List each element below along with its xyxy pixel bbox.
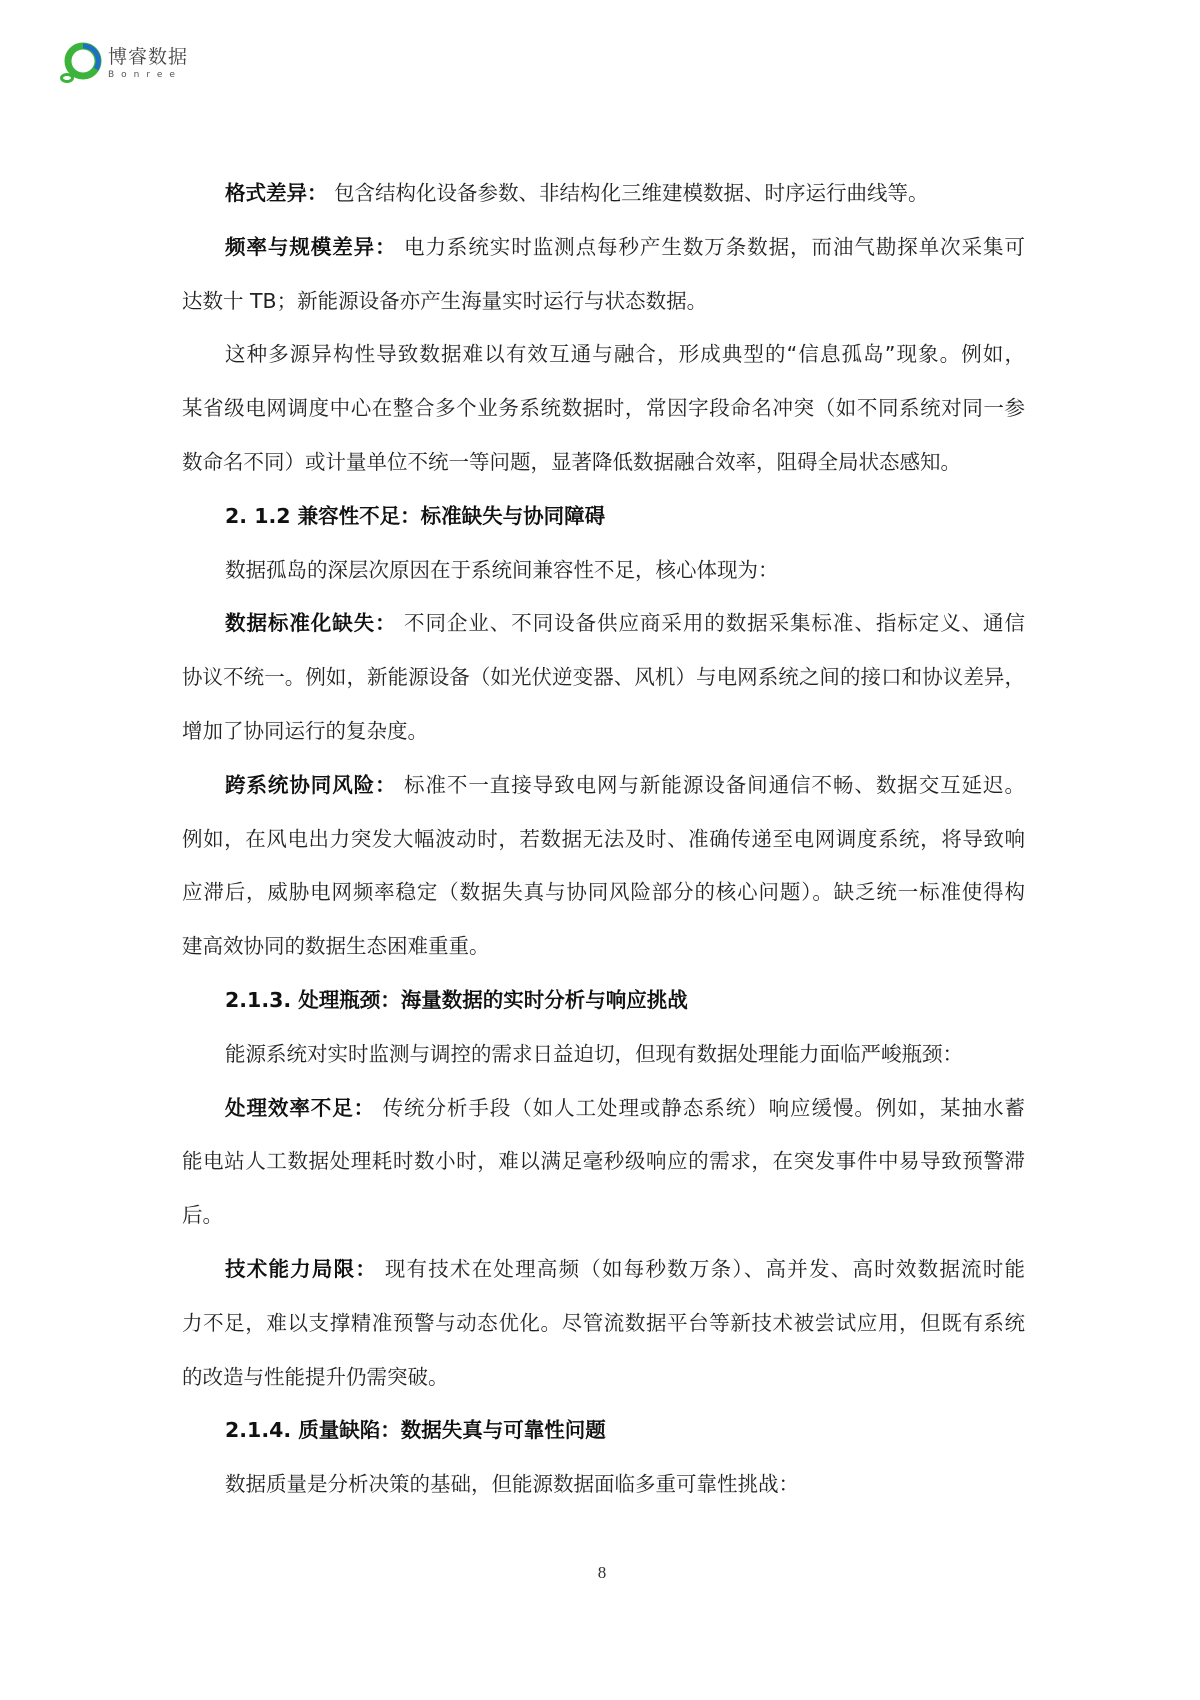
paragraph-text: 力不足，难以支撑精准预警与动态优化。尽管流数据平台等新技术被尝试应用，但既有系统 <box>182 1310 1025 1335</box>
paragraph-line <box>182 1297 1025 1351</box>
paragraph-line <box>182 1243 1025 1297</box>
section-heading <box>182 490 1025 544</box>
paragraph-text: 能电站人工数据处理耗时数小时，难以满足毫秒级响应的需求，在突发事件中易导致预警滞 <box>182 1149 1025 1174</box>
logo-english-name: Bonree <box>108 70 182 80</box>
paragraph-line <box>182 382 1025 436</box>
paragraph-text: 包含结构化设备参数、非结构化三维建模数据、时序运行曲线等。 <box>334 181 929 205</box>
paragraph-text: 数据质量是分析决策的基础，但能源数据面临多重可靠性挑战： <box>225 1472 799 1497</box>
paragraph-line <box>182 221 1025 275</box>
paragraph-text: 协议不统一。例如，新能源设备（如光伏逆变器、风机）与电网系统之间的接口和协议差异， <box>182 665 1025 690</box>
paragraph-label: 数据标准化缺失： <box>225 611 397 636</box>
section-heading <box>182 974 1025 1028</box>
paragraph-line <box>182 1028 1025 1082</box>
paragraph-text: 例如，在风电出力突发大幅波动时，若数据无法及时、准确传递至电网调度系统，将导致响 <box>182 826 1025 851</box>
paragraph-text: 现有技术在处理高频（如每秒数万条）、高并发、高时效数据流时能 <box>384 1256 1025 1281</box>
paragraph-line <box>182 920 1025 974</box>
paragraph-line <box>182 813 1025 867</box>
paragraph-text: 某省级电网调度中心在整合多个业务系统数据时，常因字段命名冲突（如不同系统对同一参 <box>182 396 1025 421</box>
page-number: 8 <box>597 1563 607 1582</box>
paragraph-label: 格式差异： <box>225 181 328 205</box>
document-body <box>182 167 1025 1512</box>
paragraph-text: 数命名不同）或计量单位不统一等问题，显著降低数据融合效率，阻碍全局状态感知。 <box>182 449 961 474</box>
paragraph-line <box>182 1458 1025 1512</box>
paragraph-text: 这种多源异构性导致数据难以有效互通与融合，形成典型的“信息孤岛”现象。例如， <box>225 342 1025 367</box>
logo-chinese-name: 博睿数据 <box>108 46 189 68</box>
paragraph-line <box>182 866 1025 920</box>
paragraph-label: 频率与规模差异： <box>225 234 397 259</box>
paragraph-line <box>182 705 1025 759</box>
paragraph-text: 建高效协同的数据生态困难重重。 <box>182 934 490 959</box>
section-heading <box>182 1404 1025 1458</box>
heading-text: 2.1.4. 质量缺陷：数据失真与可靠性问题 <box>225 1418 606 1443</box>
paragraph-line <box>182 651 1025 705</box>
paragraph-line <box>182 1135 1025 1189</box>
paragraph-text: 标准不一直接导致电网与新能源设备间通信不畅、数据交互延迟。 <box>404 772 1025 797</box>
paragraph-line <box>182 1082 1025 1136</box>
company-logo <box>58 42 188 86</box>
paragraph-line <box>182 275 1025 329</box>
paragraph-line <box>182 328 1025 382</box>
paragraph-text: 传统分析手段（如人工处理或静态系统）响应缓慢。例如，某抽水蓄 <box>382 1095 1025 1120</box>
paragraph-text: 应滞后，威胁电网频率稳定（数据失真与协同风险部分的核心问题）。缺乏统一标准使得构 <box>182 880 1025 905</box>
paragraph-text: 数据孤岛的深层次原因在于系统间兼容性不足，核心体现为： <box>225 557 779 582</box>
paragraph-line <box>182 759 1025 813</box>
paragraph-text: 达数十 TB；新能源设备亦产生海量实时运行与状态数据。 <box>182 288 708 313</box>
paragraph-label: 跨系统协同风险： <box>225 772 397 797</box>
paragraph-text: 增加了协同运行的复杂度。 <box>182 718 428 743</box>
bonree-logo-icon <box>58 42 102 86</box>
paragraph-text: 不同企业、不同设备供应商采用的数据采集标准、指标定义、通信 <box>404 611 1025 636</box>
heading-text: 2.1.3. 处理瓶颈：海量数据的实时分析与响应挑战 <box>225 987 688 1012</box>
paragraph-text: 能源系统对实时监测与调控的需求日益迫切，但现有数据处理能力面临严峻瓶颈： <box>225 1041 963 1066</box>
paragraph-line <box>182 1189 1025 1243</box>
paragraph-line <box>182 1351 1025 1405</box>
paragraph-label: 处理效率不足： <box>225 1095 376 1120</box>
paragraph-text: 电力系统实时监测点每秒产生数万条数据，而油气勘探单次采集可 <box>404 234 1025 259</box>
paragraph-text: 的改造与性能提升仍需突破。 <box>182 1364 449 1389</box>
paragraph-text: 后。 <box>182 1203 223 1228</box>
paragraph-line <box>182 167 1025 221</box>
paragraph-line <box>182 597 1025 651</box>
paragraph-line <box>182 436 1025 490</box>
paragraph-label: 技术能力局限： <box>225 1256 378 1281</box>
heading-text: 2. 1.2 兼容性不足：标准缺失与协同障碍 <box>225 503 606 528</box>
paragraph-line <box>182 544 1025 598</box>
